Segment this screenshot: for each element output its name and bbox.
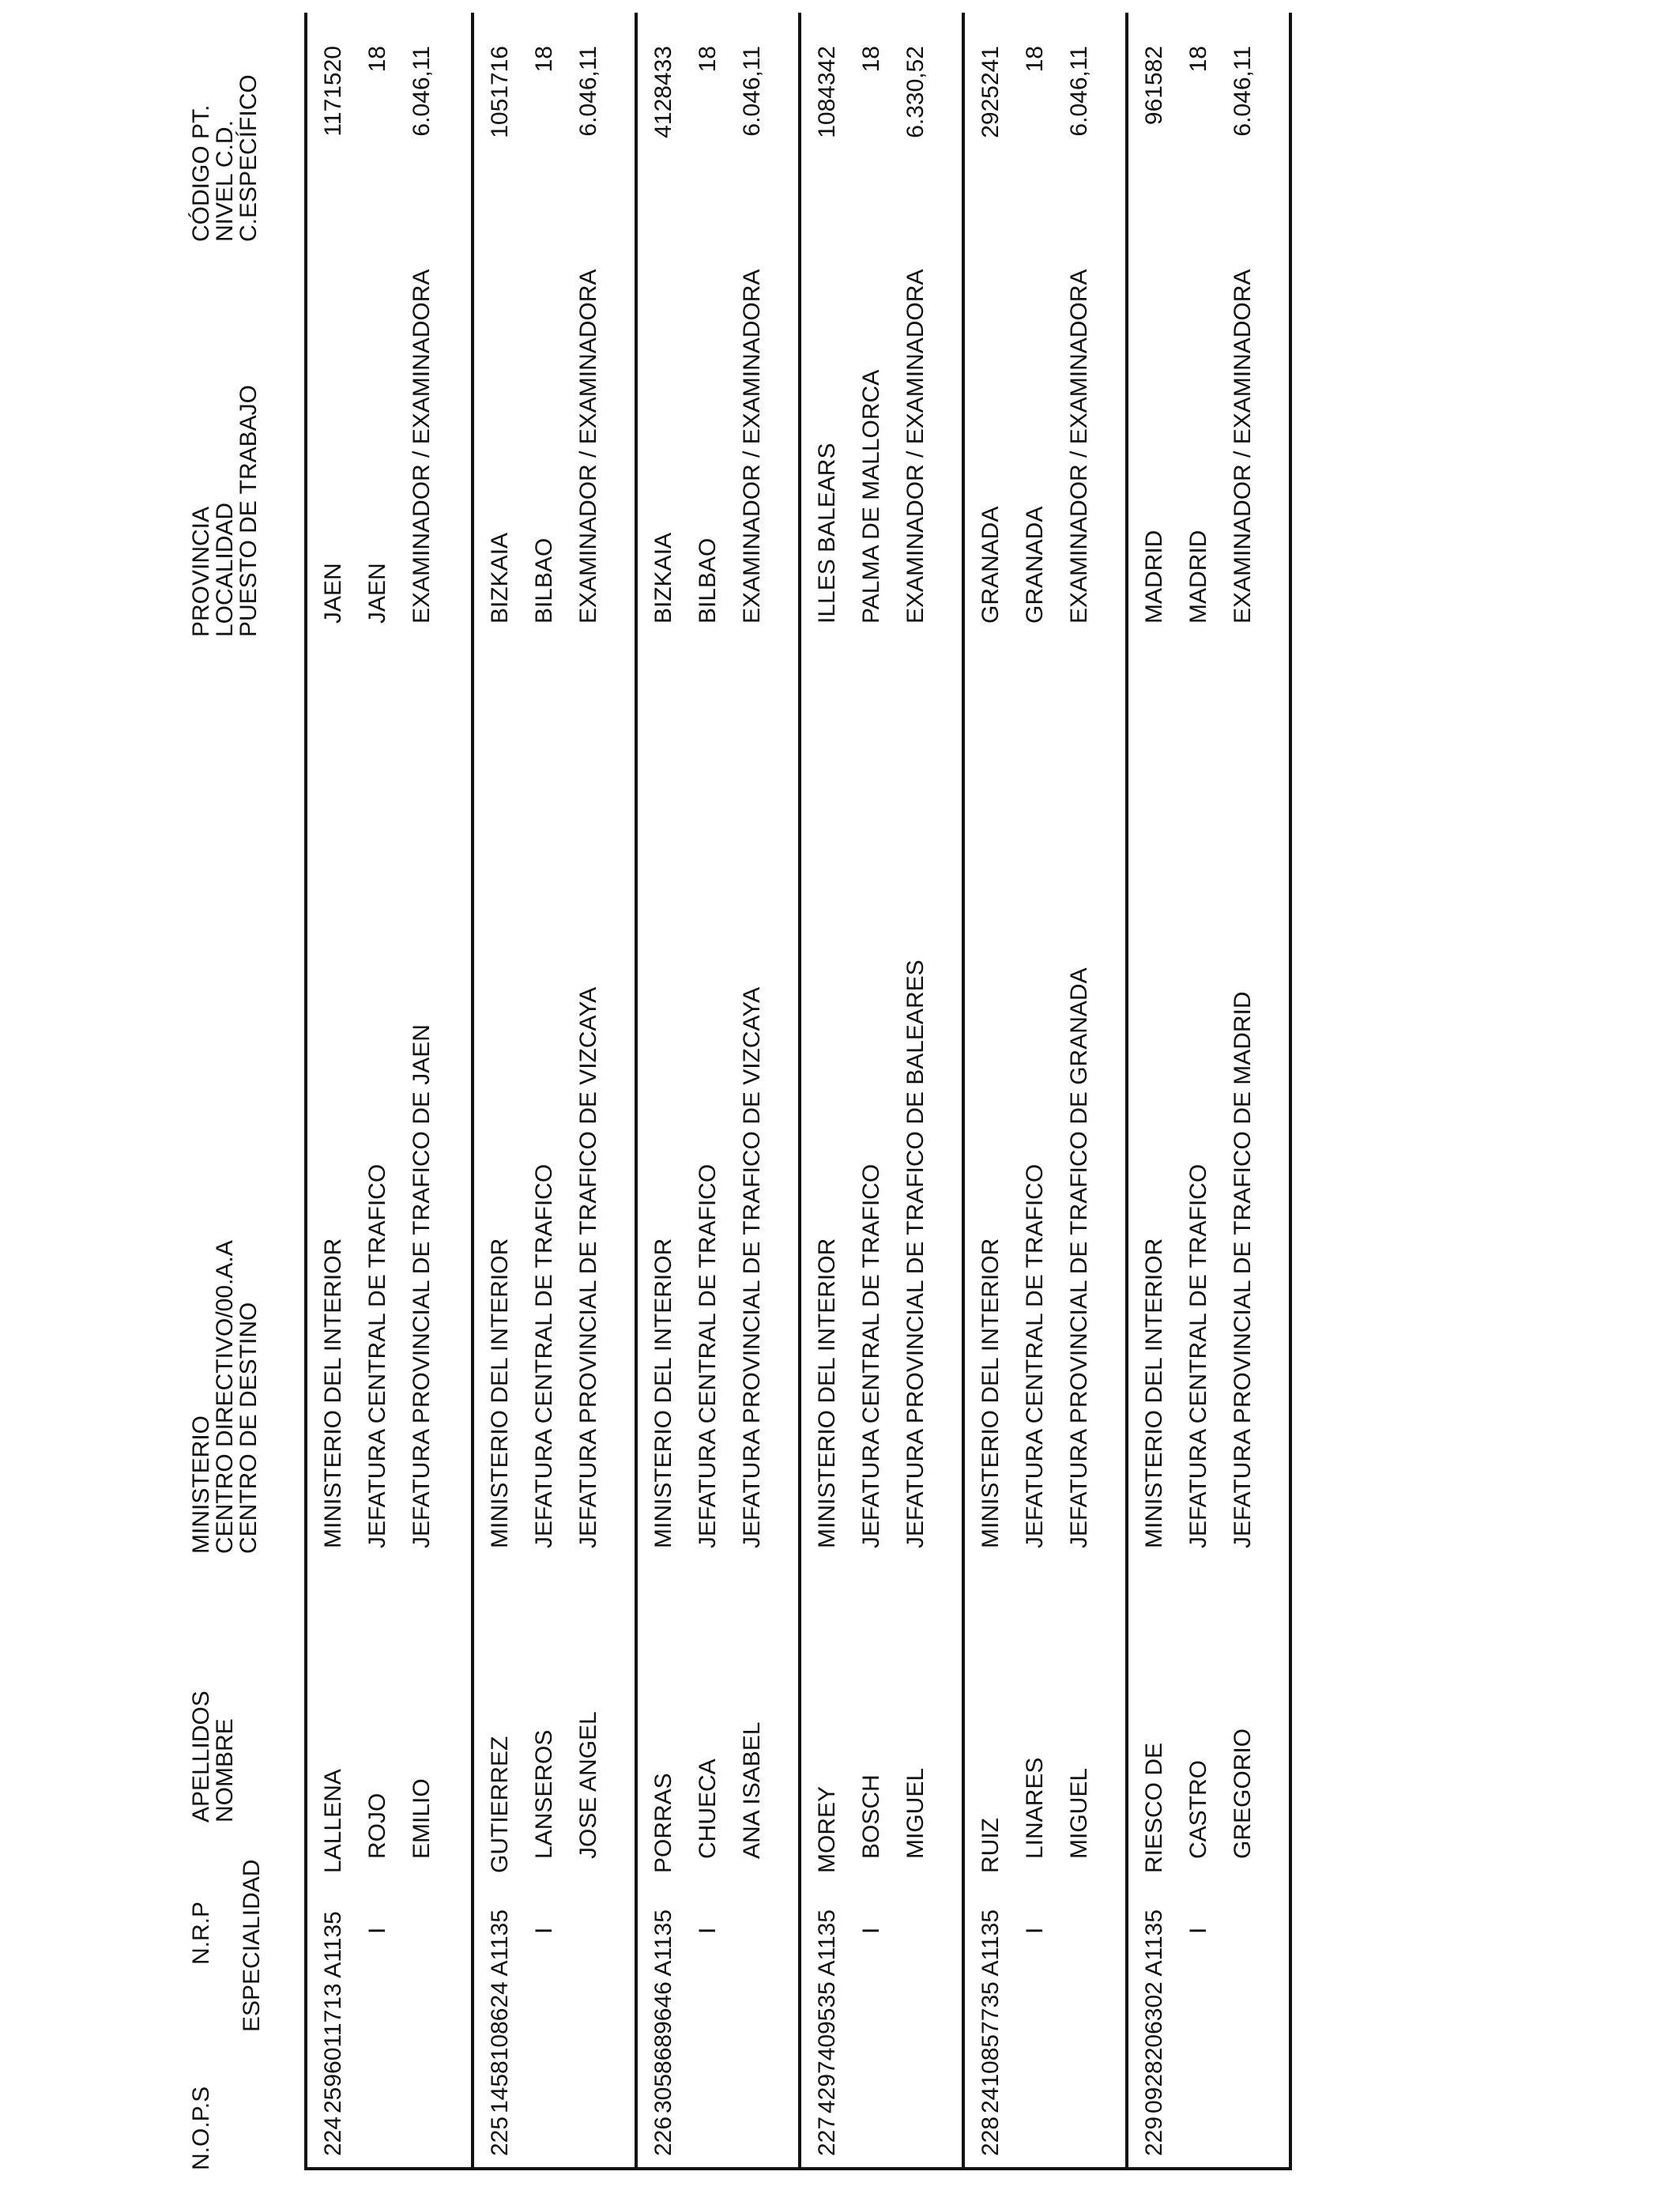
table-row [1125,13,1289,2167]
table-row [635,13,798,2167]
nombre-cell: ANA ISABEL [739,1721,765,1859]
especialidad-cell: I [1185,1927,1211,1934]
localidad-cell: BILBAO [695,537,721,624]
nombre-cell: GREGORIO [1230,1728,1256,1859]
provincia-cell: MADRID [1141,530,1167,624]
puesto-cell: EXAMINADOR / EXAMINADORA [409,269,435,624]
table-row [307,13,471,2167]
nrp-cell: 4297409535 A1135 [814,1909,840,2113]
centro-destino-cell: JEFATURA PROVINCIAL DE TRAFICO DE VIZCAYA [575,986,601,1548]
nops-cell: 229 [1141,2116,1167,2156]
especifico-cell: 6.046,11 [1066,46,1092,137]
especifico-cell: 6.046,11 [575,46,601,137]
centro-destino-cell: JEFATURA PROVINCIAL DE TRAFICO DE GRANADA [1066,967,1092,1548]
header-nops: N.O.P.S [188,2086,214,2170]
apellido2-cell: CASTRO [1185,1759,1211,1859]
apellido1-cell: MOREY [814,1785,840,1873]
especifico-cell: 6.046,11 [1230,46,1256,137]
table-row [798,13,962,2167]
especialidad-cell: I [364,1927,390,1934]
puesto-cell: EXAMINADOR / EXAMINADORA [1066,269,1092,624]
localidad-cell: GRANADA [1022,506,1048,624]
nombre-cell: JOSE ANGEL [575,1711,601,1859]
puesto-cell: EXAMINADOR / EXAMINADORA [1230,269,1256,624]
centro-directivo-cell: JEFATURA CENTRAL DE TRAFICO [531,1163,557,1548]
codigo-cell: 1051716 [487,46,513,138]
centro-directivo-cell: JEFATURA CENTRAL DE TRAFICO [1185,1163,1211,1548]
especialidad-cell: I [858,1927,884,1934]
apellido2-cell: BOSCH [858,1774,884,1859]
apellido2-cell: ROJO [364,1793,390,1859]
codigo-cell: 4128433 [650,46,676,138]
table-row [471,13,635,2167]
provincia-cell: GRANADA [977,506,1004,624]
nrp-cell: 1458108624 A1135 [487,1909,513,2113]
apellido1-cell: RUIZ [977,1818,1004,1873]
especialidad-cell: I [531,1927,557,1934]
centro-destino-cell: JEFATURA PROVINCIAL DE TRAFICO DE JAEN [409,1024,435,1548]
centro-directivo-cell: JEFATURA CENTRAL DE TRAFICO [364,1163,390,1548]
nops-cell: 225 [487,2116,513,2156]
especifico-cell: 6.046,11 [739,46,765,137]
ministerio-cell: MINISTERIO DEL INTERIOR [650,1238,676,1548]
centro-directivo-cell: JEFATURA CENTRAL DE TRAFICO [1022,1163,1048,1548]
codigo-cell: 1084342 [814,46,840,138]
apellido2-cell: LANSEROS [531,1729,557,1859]
apellido1-cell: PORRAS [650,1773,676,1873]
nivel-cell: 18 [531,46,557,73]
ministerio-cell: MINISTERIO DEL INTERIOR [487,1238,513,1548]
puesto-cell: EXAMINADOR / EXAMINADORA [739,269,765,624]
nops-cell: 226 [650,2116,676,2156]
nombre-cell: MIGUEL [902,1767,929,1859]
apellido2-cell: LINARES [1022,1757,1048,1859]
nops-cell: 227 [814,2116,840,2156]
localidad-cell: MADRID [1185,530,1211,624]
ministerio-cell: MINISTERIO DEL INTERIOR [814,1238,840,1548]
nivel-cell: 18 [695,46,721,73]
header-provincia-puesto: PROVINCIA LOCALIDAD PUESTO DE TRABAJO [188,385,262,637]
apellido1-cell: RIESCO DE [1141,1742,1167,1873]
provincia-cell: JAEN [320,563,346,624]
centro-destino-cell: JEFATURA PROVINCIAL DE TRAFICO DE BALEARES [902,959,929,1548]
ministerio-cell: MINISTERIO DEL INTERIOR [1141,1238,1167,1548]
rotated-page [0,13,1680,2194]
nops-cell: 228 [977,2116,1004,2156]
nrp-cell: 3058689646 A1135 [650,1909,676,2113]
puesto-cell: EXAMINADOR / EXAMINADORA [902,269,929,624]
centro-destino-cell: JEFATURA PROVINCIAL DE TRAFICO DE VIZCAYA [739,986,765,1548]
localidad-cell: JAEN [364,563,390,624]
centro-destino-cell: JEFATURA PROVINCIAL DE TRAFICO DE MADRID [1230,991,1256,1548]
ministerio-cell: MINISTERIO DEL INTERIOR [320,1238,346,1548]
codigo-cell: 1171520 [320,46,346,137]
ministerio-cell: MINISTERIO DEL INTERIOR [977,1238,1004,1548]
nombre-cell: EMILIO [409,1778,435,1859]
localidad-cell: BILBAO [531,537,557,624]
apellido1-cell: LALLENA [320,1769,346,1873]
nrp-cell: 2596011713 A1135 [320,1911,346,2113]
nivel-cell: 18 [364,46,390,73]
codigo-cell: 2925241 [977,46,1004,138]
centro-directivo-cell: JEFATURA CENTRAL DE TRAFICO [695,1163,721,1548]
especialidad-cell: I [695,1927,721,1934]
especialidad-cell: I [1022,1927,1048,1934]
header-nrp: N.R.P [188,1901,214,1965]
centro-directivo-cell: JEFATURA CENTRAL DE TRAFICO [858,1163,884,1548]
provincia-cell: BIZKAIA [650,532,676,624]
header-apellidos-nombre: APELLIDOS NOMBRE [188,1691,238,1823]
nrp-cell: 0928206302 A1135 [1141,1909,1167,2113]
apellido1-cell: GUTIERREZ [487,1736,513,1873]
nivel-cell: 18 [1185,46,1211,73]
nivel-cell: 18 [1022,46,1048,73]
apellido2-cell: CHUECA [695,1759,721,1859]
especifico-cell: 6.046,11 [409,46,435,137]
nops-cell: 224 [320,2116,346,2156]
header-codigo-nivel: CÓDIGO PT. NIVEL C.D. C.ESPECÍFICO [188,74,262,242]
puesto-cell: EXAMINADOR / EXAMINADORA [575,269,601,624]
localidad-cell: PALMA DE MALLORCA [858,369,884,624]
header-ministerio-centro: MINISTERIO CENTRO DIRECTIVO/00.A.A CENTRO DE DESTINO [188,1240,262,1554]
table-row [962,13,1125,2167]
header-especialidad: ESPECIALIDAD [239,1859,265,2032]
provincia-cell: BIZKAIA [487,532,513,624]
nrp-cell: 2410857735 A1135 [977,1909,1004,2113]
nombre-cell: MIGUEL [1066,1767,1092,1859]
records-table [304,13,1292,2170]
especifico-cell: 6.330,52 [902,46,929,138]
provincia-cell: ILLES BALEARS [814,443,840,624]
codigo-cell: 961582 [1141,46,1167,126]
nivel-cell: 18 [858,46,884,73]
